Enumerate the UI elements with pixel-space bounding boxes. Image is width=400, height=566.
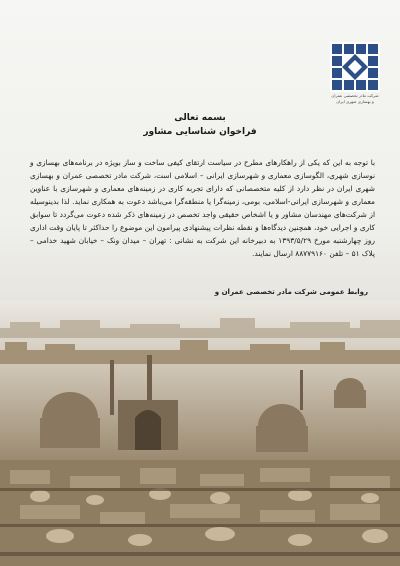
city-panorama-image [0,300,400,566]
geometric-logo-icon [330,42,380,92]
bismillah-line: بسمه تعالی [174,113,226,123]
heading [0,112,400,139]
logo-caption: شرکت مادر تخصصی عمران و بهسازی شهری ایران [331,93,379,104]
announcement-paragraph: با توجه به این که یکی از راهکارهای مطرح در سیاست ارتقای کیفی ساخت و ساز بویژه در برنامه‌های بهسازی و نوسازی شهری، الگوسازی معماری و شهرسازی ایرانی – اسلامی است، شرکت مادر تخصصی عمران و بهسازی شهری ایران در نظر دارد از کلیه متخصصانی که دارای تجربه کاری در زمینه‌های معماری و شهرسازی با عناوین معماری و شهرسازی ایرانی-اسلامی، بومی، زمینه‌گرا یا منطقه‌گرا می‌باشد دعوت به همکاری نماید. لذا بدینوسیله از شرکت‌های مهندسان مشاور و یا اشخاص حقیقی واجد تخصص در زمینه‌های ذکر شده دعوت می‌گردد تا سوابق کاری و اجرایی خود، همچنین دیدگاه‌ها و نقطه نظرات پیشنهادی پیرامون این موضوع را حداکثر تا پایان وقت اداری روز چهارشنبه مورخ ۱۳۹۳/۵/۲۹ به دبیرخانه این شرکت به نشانی : تهران – میدان ونک – خیابان شهید خدامی – پلاک ۵۱ – تلفن ۸۸۷۷۹۱۶۰ ارسال نمایند. [30,158,375,258]
signature-line-1: روابط عمومی شرکت مادر تخصصی عمران و [214,288,368,296]
page-title: فراخوان شناسایی مشاور [143,127,257,137]
company-logo [330,42,380,107]
